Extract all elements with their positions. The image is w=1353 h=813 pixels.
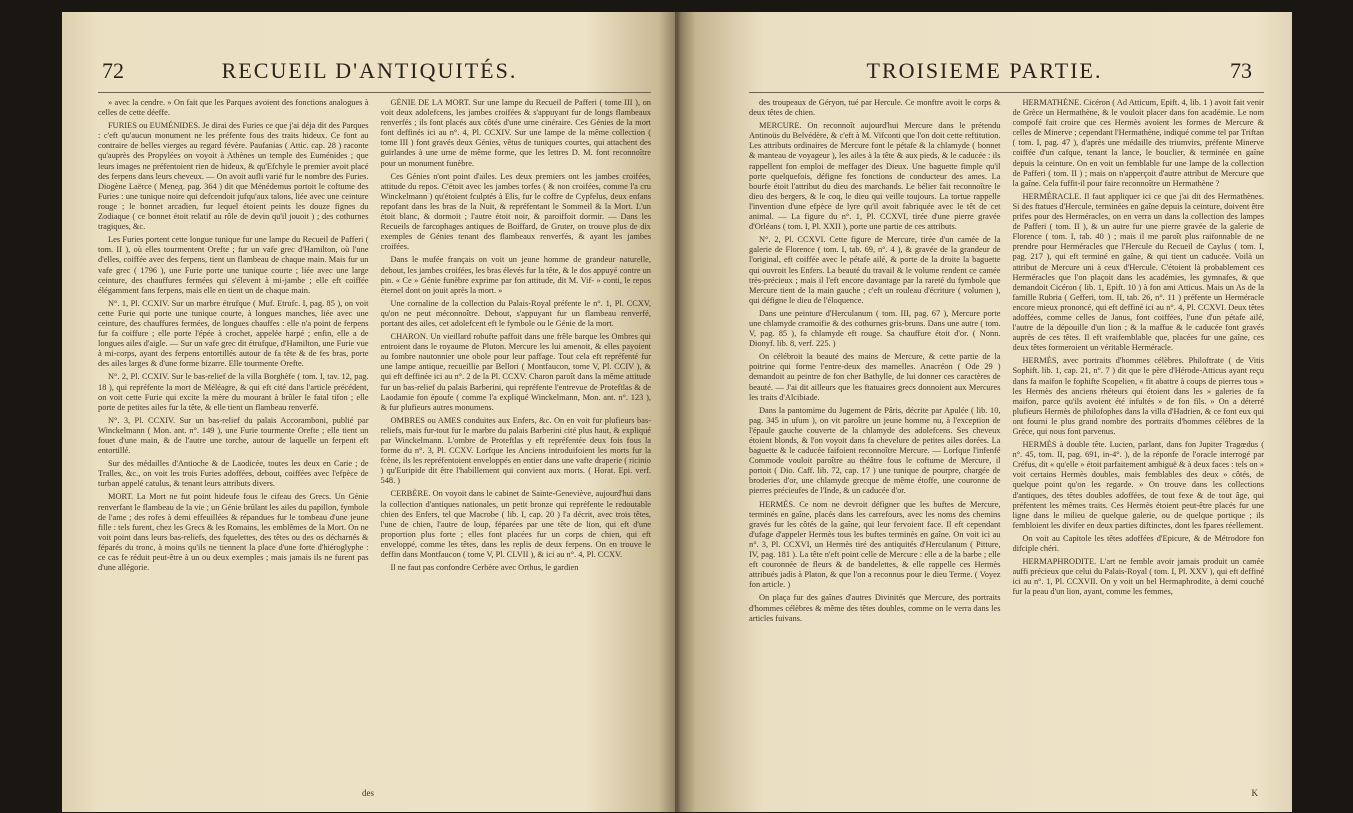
text-columns bbox=[98, 98, 651, 776]
text-columns bbox=[749, 98, 1264, 776]
text-column bbox=[381, 98, 652, 776]
paragraph: N°. 2, Pl. CCXIV. Sur le bas-relief de la villa Borghèfe ( tom. I, tav. 12, pag. 18 ), qui repréfente la mort de Méléagre, & qui eft cité dans l'article précédent, on voit cette Furie qui excite la mère du mourant à brûler le fatal tifon ; elle porte de petites ailes fur la tête, & elle tient un flambeau renverfé. bbox=[98, 372, 369, 412]
left-page bbox=[62, 12, 677, 812]
header-rule bbox=[749, 92, 1264, 93]
paragraph: OMBRES ou AMES conduites aux Enfers, &c. On en voit fur plufieurs bas-reliefs, mais fur-tout fur le marbre du palais Barberini cité plus haut, & expliqué par Winckelmann. L'ombre de Proteftlas y eft repréfentée deux fois fous la forme du n°. 3, Pl. CCXV. Lorfque les Anciens introduifoient les morts fur la fcène, ils les repréfentoient enveloppés en entier dans une vafte draperie ( ricinio ) qu'Euripide dit être l'habillement qui convient aux morts. ( Horat. Epi. verf. 548. ) bbox=[380, 415, 651, 486]
running-title: RECUEIL D'ANTIQUITÉS. bbox=[221, 58, 518, 83]
paragraph: CHARON. Un vieillard robufte paffoit dans une frêle barque les Ombres qui entroient dans le royaume de Pluton. Mercure les lui amenoit, & elles payoient au fombre nautonnier une obole pour leur paffage. Tout cela eft repréfenté fur une lampe antique, recueillie par Bellori ( Montfaucon, tome V, Pl. CCIV ), & qui eft deffinée ici au n°. 2 de la Pl. CCXV. Charon paroît dans la même attitude fur un bas-relief du palais Barberini, qui repréfente l'entrevue de Proteftlas & de Laodamie fon époufe ( comme l'a expliqué Winckelmann, Mon. ant. n°. 123 ), & fur plufieurs autres monumens. bbox=[380, 332, 651, 412]
paragraph: FURIES ou EUMÉNIDES. Je dirai des Furies ce que j'ai déja dit des Parques : c'eft qu'aucun monument ne les préfente fous des traits hideux. Ce font au contraire de belles vierges au regard févère. Paufanias ( Attic. cap. 28 ) raconte qu'auprès des Propylées on voyoit à Athènes un temple des Euménides ; que leurs images ne préfentoient rien de hideux, & qu'Efchyle le premier avoit placé des ferpens dans leurs cheveux. — On avoit aufli varié fur le nombre des Furies. Diogène Laërce ( Meneд. pag. 364 ) dit que Ménédemus portoit le coftume des Furies : une tunique noire qui defcendoit jufqu'aux talons, liée avec une ceinture rouge ; le bonnet arcadien, fur lequel étoient peints les douze fignes du Zodiaque ( ce bonnet étoit relatif au rôle de devin qu'il jouoit ) ; des cothurnes tragiques, &c. bbox=[98, 121, 369, 232]
paragraph: HERMÈS à double tête. Lucien, parlant, dans fon Jupiter Tragœdus ( n°. 45, tom. II, pag. 691, in-4°. ), de la réponfe de l'oracle interrogé par Créfus, dit « qu'elle » étoit parfaitement ambiguë & à deux faces : tels on » voit certains Hermès doubles, mais femblables des deux » côtés, de quelque point qu'on les regarde. » On trouve dans les collections d'antiques, des têtes doubles adoffées, de tout fexe & de tout âge, qui préfentent les mêmes traits. Ces Hermès étoient peut-être placés fur une ligne dans le milieu de quelque galerie, ou de quelque portique ; ils fembloient les divifer en deux parties diftinctes, dont les fpares réellement. bbox=[1012, 440, 1264, 530]
paragraph: HERMAPHRODITE. L'art ne femble avoir jamais produit un camée auffi précieux que celui du Palais-Royal ( tom. I, Pl. XXV ), qui eft deffiné ici au n°. 1, Pl. CCXVII. On y voit un bel Hermaphrodite, à demi couché fur la peau d'un lion, ayant, comme les femmes, bbox=[1012, 557, 1264, 597]
paragraph: Les Furies portent cette longue tunique fur une lampe du Recueil de Pafferi ( tom. II ), où elles tourmentent Orefte ; fur un vafe grec d'Hamilton, où l'une d'elles, coiffée avec des ferpens, tient un flambeau de chaque main. Mais fur un vafe grec ( 1796 ), une Furie porte une tunique courte ; liée avec une large ceinture, des chauffures fermées qui s'élevent à mi-jambe ; elle eft coiffée élégamment fans ferpens, mais elle en tient un de chaque main. bbox=[98, 235, 369, 295]
paragraph: Sur des médailles d'Antioche & de Laodicée, toutes les deux en Carie ; de Tralles, &c., on voit les trois Furies adoffées, debout, coiffées avec l'efpèce de turban appelé catulus, & tenant leurs attributs divers. bbox=[98, 459, 369, 489]
paragraph: MORT. La Mort ne fut point hideufe fous le cifeau des Grecs. Un Génie renverfant le flambeau de la vie ; un Génie brûlant les ailes du papillon, fymbole de l'ame ; des rofes à demi effeuillées & répandues fur le tombeau d'une jeune fille : tels furent, chez les Grecs & les Romains, les emblêmes de la Mort. On ne voit point dans leurs bas-reliefs, des fquelettes, des têtes ou des os décharnés & féparés du tronc, à moins qu'ils ne tiennent la place d'une forte d'hiéroglyphe : ce cas fe réduit peut-être à un ou deux exemples ; mais jamais ils ne furent pas d'une allégorie. bbox=[98, 492, 369, 573]
paragraph: HERMÈS, avec portraits d'hommes célèbres. Philoftrate ( de Vitis Sophift. lib. 1, cap. 21, n°. 7 ) dit que le père d'Hérode-Atticus ayant reçu dans fa maifon le fophifte Scopelien, « fit abattre à coups de pierres tous » les Hermès des anciens rhéteurs qui étoient dans les » galeries de fa maifon, parce qu'ils avoient été infultés » de fon fils. » On a déterré plufieurs Hermès de philofophes dans la villa d'Hadrien, & ce font eux qui ont fourni le plus grand nombre des portraits d'hommes célèbres de la Grèce, qui nous font parvenus. bbox=[1012, 356, 1264, 436]
gutter-shadow bbox=[675, 12, 681, 812]
catchword: des bbox=[362, 788, 374, 798]
page-number: 72 bbox=[102, 58, 124, 83]
paragraph: N°. 2, Pl. CCXVI. Cette figure de Mercure, tirée d'un camée de la galerie de Florence ( tom. I, tab. 69, n°. 4 ), & gravée de la grandeur de l'original, eft coiffée avec le pétafe ailé, & porte de la droite la baguette qui ouvroit les Enfers. La beauté du travail & le volume rendent ce camée très-précieux ; mais il l'eft encore davantage par la rareté du fymbole que Mercure tient de la main gauche ; c'eft un rouleau d'écriture ( volumen ), qui défigne le dieu de l'éloquence. bbox=[749, 235, 1001, 305]
paragraph: Dans la pantomime du Jugement de Pâris, décrite par Apulée ( lib. 10, pag. 345 in ufum ), on vit paroître un jeune homme nu, à l'exception de l'épaule gauche couverte de la chlamyde des adolefcens. Ses cheveux étoient blonds, & l'on voyoit dans fa chevelure de petites ailes dorées. La baguette & le caducée faifoient reconnoître Mercure. — Lorfque l'infenfé Commode vouloit paroître au théâtre fous le coftume de Mercure, il portoit ( Dio. Caff. lib. 72, cap. 17 ) une tunique de pourpre, chargée de broderies d'or, une chlamyde grecque de même étoffe, une couronne de pierres précieufes de l'Inde, & un caducée d'or. bbox=[749, 405, 1001, 496]
catchword: K bbox=[1251, 788, 1258, 798]
paragraph: HERMÈS. Ce nom ne devroit défigner que les buftes de Mercure, terminés en gaîne, placés dans les carrefours, avec les noms des chemins gravés fur les côtés de la gaîne, qui leur fervoient face. Il eft cependant d'ufage d'appeler Hermès tous les buftes terminés en gaîne. On voit ici au n°. 3, Pl. CCXVI, un Hermès tiré des antiquités d'Herculanum ( Pitture, IV, pag. 181 ). La tête n'eft point celle de Mercure : elle a de la barbe ; elle eft couronnée de fleurs & de bandelettes, & elle rappelle ces Hermès attribués jadis à Platon, & que l'on a reconnus pour le dieu Terme. ( Voyez fon article. ) bbox=[749, 499, 1001, 590]
text-column bbox=[749, 98, 1001, 776]
running-title: TROISIEME PARTIE. bbox=[866, 58, 1103, 83]
paragraph: Dans le mufée français on voit un jeune homme de grandeur naturelle, debout, les jambes croifées, les bras élevés fur la tête, & le dos appuyé contre un pin. « Ce » Génie funèbre exprime par fon attitude, dit M. Vif- » conti, le repos éternel dont on jouit après la mort. » bbox=[380, 255, 651, 295]
paragraph: Il ne faut pas confondre Cerbère avec Orthus, le gardien bbox=[390, 563, 579, 573]
paragraph: Dans une peinture d'Herculanum ( tom. III, pag. 67 ), Mercure porte une chlamyde cramoifie & des cothurnes gris-bruns. Dans une autre ( tom. V, pag. 85 ), fa chlamyde eft rouge. Sa chauffure étoit d'or. ( Nonn. Dionyf. lib. 8, verf. 225. ) bbox=[749, 308, 1001, 349]
left-page-header bbox=[62, 58, 677, 88]
right-page bbox=[677, 12, 1292, 812]
paragraph: N°. 3, Pl. CCXIV. Sur un bas-relief du palais Accoramboni, publié par Winckelmann ( Mon. ant. n°. 149 ), une Furie tourmente Orefte ; elle tient un fouet d'une main, & de l'autre une torche, autour de laquelle un ferpent eft entortillé. bbox=[98, 415, 369, 456]
paragraph: CERBÈRE. On voyoit dans le cabinet de Sainte-Geneviève, aujourd'hui dans la collection d'antiques nationales, un petit bronze qui repréfente le redoutable chien des Enfers, tel que Macrobe ( lib. I, cap. 20 ) l'a décrit, avec trois têtes, l'une de chien, l'autre de loup, féparées par une tête de lion, qui eft d'une proportion plus forte ; elles font placées fur un corps de chien, qui eft enveloppé, comme les têtes, dans les replis de deux ferpens. On en trouve le deffin dans Montfaucon ( tome V, Pl. CLVII ), & ici au n°. 4, Pl. CCXV. bbox=[380, 489, 651, 560]
paragraph: GÉNIE DE LA MORT. Sur une lampe du Recueil de Pafferi ( tome III ), on voit deux adolefcens, les jambes croifées & s'appuyant fur de longs flambeaux renverfés ; ils font placés aux côtés d'une urne cinéraire. Ces Génies de la mort font deffinés ici au n°. 4, Pl. CCXIV. Sur une lampe de la même collection ( tome III ) font gravés deux Génies, vêtus de tuniques courtes, qui attachent des guirlandes à une urne de même forme, que les lettres D. M. font reconnoître pour un monument funèbre. bbox=[380, 98, 651, 168]
right-page-header bbox=[677, 58, 1292, 88]
header-rule bbox=[98, 92, 651, 93]
paragraph: HERMÉRACLE. Il faut appliquer ici ce que j'ai dit des Hermathènes. Si des ftatues d'Hercule, terminées en gaîne depuis la ceinture, doivent être prifes pour des Herméracles, on en verra un dans la collection des lampes de Pafferi ( tom. II ), & un autre fur une pierre gravée de la galerie de Florence ( tom. I, tab. 40 ) ; mais il me paroît plus raifonnable de ne prendre pour Herméracles que l'Hercule du Recueil de Caylus ( tom. I, pag. 217 ), qui eft terminé en gaîne, & qui tient un caducée. Voilà un attribut de Mercure uni à ceux d'Hercule. C'étoient là probablement ces Herméracles que l'on plaçoit dans les académies, les gymnafes, & que demandoit Cicéron ( lib. 1, Epift. 10 ) à fon ami Atticus. Mais un As de la famille Rubria ( Gefferi, tom. II, tab. 26, n°. 11 ) préfente un Herméracle encore mieux prononcé, qui eft deffiné ici au n°. 4, Pl. CCXVI. Deux têtes adoffées, comme celles de Janus, font coiffées, l'une d'un pétafe ailé, l'autre de la dépouille d'un lion ; & la maffue & le caducée font gravés auprès de ces têtes. Il eft vraifemblable que, placées fur une gaîne, ces deux têtes formeroient un véritable Herméracle. bbox=[1012, 191, 1264, 353]
paragraph: On célébroit la beauté des mains de Mercure, & cette partie de la poitrine qui forme l'entre-deux des mamelles. Anacréon ( Ode 29 ) demandoit au peintre de fon cher Bathylle, de lui donner ces caractères de beauté. — J'ai dit ailleurs que les ftatuaires grecs donnoient aux Mercures les traits d'Alcibiade. bbox=[749, 352, 1001, 402]
paragraph: MERCURE. On reconnoît aujourd'hui Mercure dans le prétendu Antinoüs du Belvédère, & c'eft à M. Vifconti que l'on doit cette reftitution. Les attributs ordinaires de Mercure font le pétafe & la chlamyde ( bonnet & manteau de voyageur ), les ailes à la tête & aux pieds, & le caducée : ils rappellent fon emploi de meffager des Dieux. Une baguette fimple qu'il porte quelquefois, défigne fes fonctions de conducteur des ames. La bourfe étoit l'attribut du dieu des marchands. Le bélier fait reconnoître le dieu des bergers, & le coq, le dieu qui veille toujours. La tortue rappelle l'invention d'une efpèce de lyre qu'il avoit fabriquée avec le têt de cet animal. — La figure du n°. 1, Pl. CCXVI, tirée d'une pierre gravée d'Orléans ( tom. I, Pl. XXII ), porte une partie de ces attributs. bbox=[749, 121, 1001, 232]
page-number: 73 bbox=[1230, 58, 1252, 83]
book-spread bbox=[62, 12, 1292, 812]
paragraph: N°. 1, Pl. CCXIV. Sur un marbre étrufque ( Muf. Etrufc. I, pag. 85 ), on voit cette Furie qui porte une tunique courte, à longues manches, liée avec une ceinture, des chauffures fermées, de longues chauffes : elle n'a point de ferpens fur fa coiffure ; elle porte l'épée à crochet, appelée harpé ; enfin, elle a de longues ailes d'aigle. — Sur un vafe grec dit étrufque, d'Hamilton, une Furie vue à mi-corps, ayant des ferpens entortillés autour de fa tête & de fes bras, porte des ailes larges & d'une forme bizarre. Elle tourmente Orefte. bbox=[98, 298, 369, 369]
paragraph: » avec la cendre. » On fait que les Parques avoient des fonctions analogues à celles de cette déeffe. bbox=[98, 98, 369, 118]
paragraph: Une cornaline de la collection du Palais-Royal préfente le n°. 1, Pl. CCXV, qu'on ne peut méconnoître. Debout, s'appuyant fur un flambeau renverfé, portant des ailes, cet adolefcent eft le fymbole ou le Génie de la mort. bbox=[380, 298, 651, 328]
paragraph: On voit au Capitole les têtes adoffées d'Epicure, & de Métrodore fon difciple chéri. bbox=[1012, 533, 1264, 554]
paragraph: On plaça fur des gaînes d'autres Divinités que Mercure, des portraits d'hommes célèbres & même des têtes doubles, comme on le verra dans les articles fuivans. bbox=[749, 593, 1001, 623]
paragraph: des troupeaux de Géryon, tué par Hercule. Ce monftre avoit le corps & deux têtes de chien. bbox=[749, 98, 1001, 118]
paragraph: HERMATHÈNE. Cicéron ( Ad Atticum, Epift. 4, lib. 1 ) avoit fait venir de Grèce un Hermathène, & le vouloit placer dans fon académie. Le nom compofé fait croire que ces Hermès avoient les formes de Mercure & celles de Minerve ; cependant l'Hermathène, indiqué comme tel par Triftan ( tom. I, pag. 47 ), d'après une médaille des triumvirs, préfente Minerve coiffée d'un cafque, tenant la lance, le bouclier, & terminée en gaîne depuis la ceinture. On en voit un femblable fur une lampe de la collection de Pafferi ( tom. II ) ; mais on n'apperçoit d'autre attribut de Mercure que la gaîne. Cela fuffit-il pour faire reconnoître un Hermathène ? bbox=[1012, 98, 1264, 188]
paragraph: Ces Génies n'ont point d'ailes. Les deux premiers ont les jambes croifées, attitude du repos. C'étoit avec les jambes torfes ( & non croifées, comme l'a cru Winckelmann ) qu'étoient fculptés à Elis, fur le coffre de Cypfelus, deux enfans repofant dans les bras de la Nuit, & repréfentant le Sommeil & la Mort. L'un étoit blanc, & dormoit ; l'autre étoit noir, & paroiffoit dormir. — Dans les Recueils de farcophages antiques de Boiffard, de Gruter, on trouve plus de dix exemples de Génies tenant des flambeaux renverfés, & ayant les jambes croifées. bbox=[380, 171, 651, 252]
text-column bbox=[98, 98, 369, 776]
text-column bbox=[1013, 98, 1265, 776]
